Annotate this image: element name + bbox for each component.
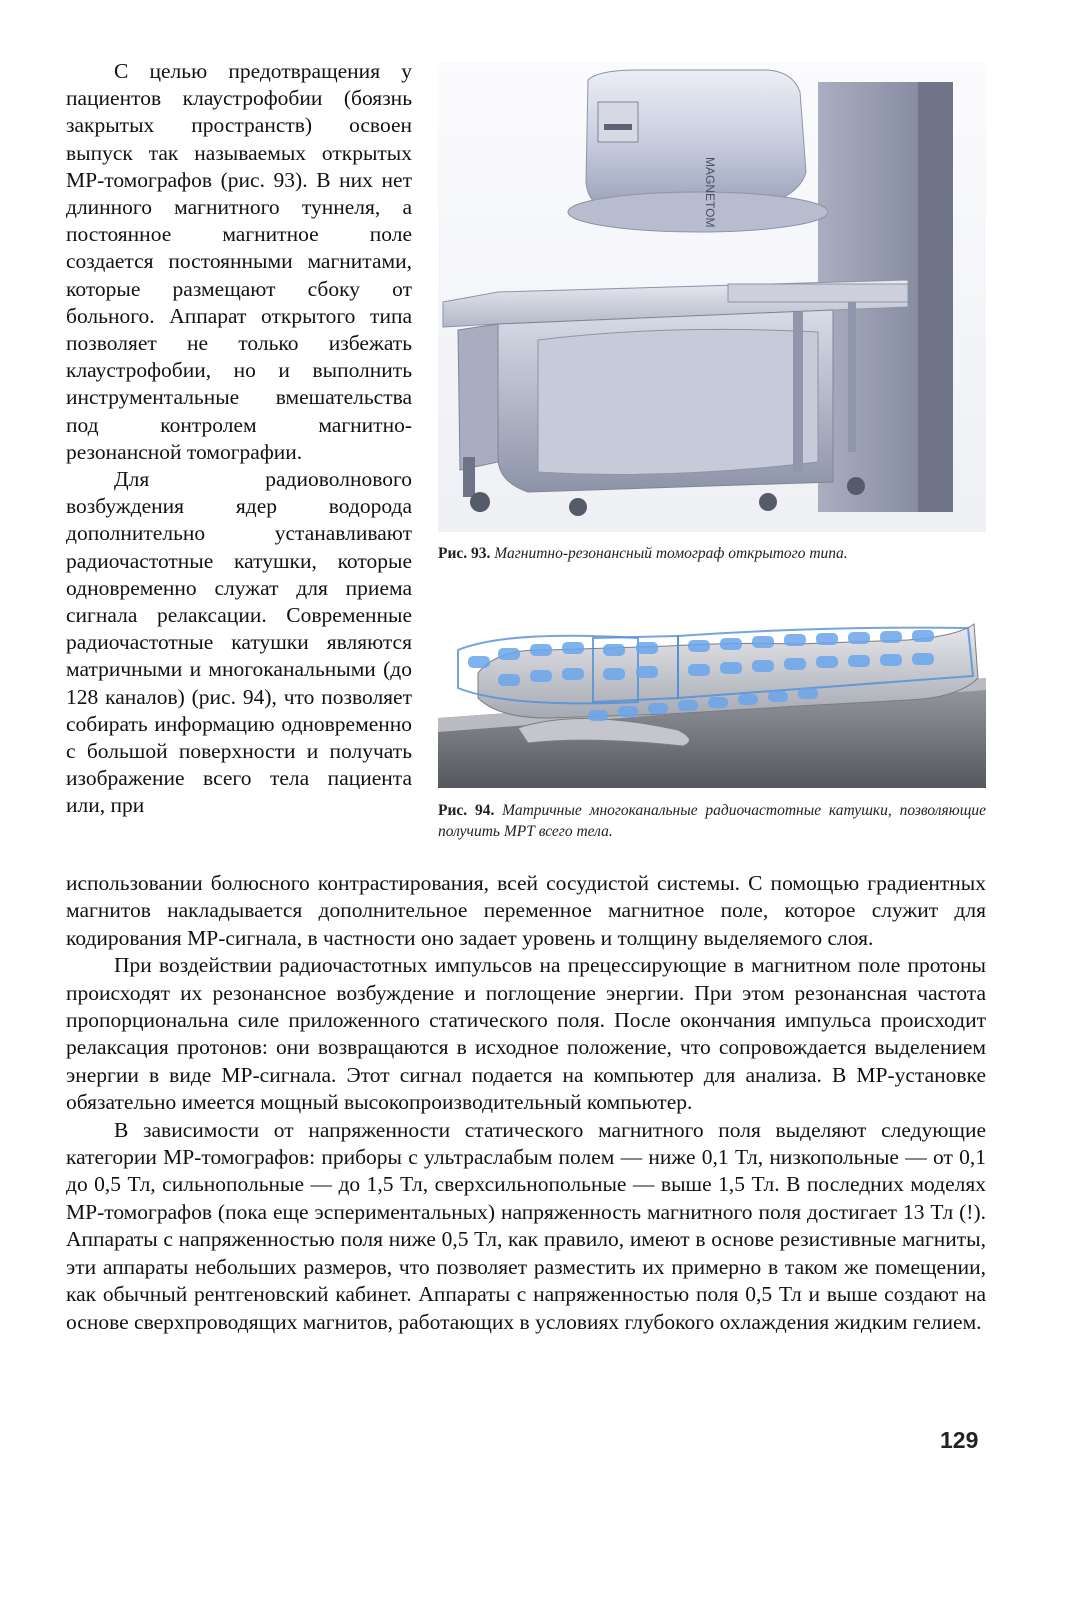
- paragraph: Для радиоволнового возбуждения ядер водорода дополнительно устанавливают радиочастотные катушки, которые одновременно служат для приема сигнала релаксации. Современные радиочастотные катушки являются матричными и многоканальными (до 128 каналов) (рис. 94), что позволяет собирать информацию одновременно с большой поверхности и получать изображение всего тела пациента или, при: [66, 467, 412, 818]
- left-text-column: [66, 58, 412, 820]
- paragraph: При воздействии радиочастотных импульсов на прецессирующие в магнитном поле протоны происходят их резонансное возбуждение и поглощение энергии. При этом резонансная частота пропорциональна силе приложенного статического поля. После окончания импульса происходит релаксация протонов: они возвращаются в исходное положение, что сопровождается выделением энергии в виде МР-сигнала. Этот сигнал подается на компьютер для анализа. В МР-установке обязательно имеется мощный высокопроизводительный компьютер.: [66, 953, 986, 1115]
- page-number: 129: [940, 1427, 979, 1453]
- full-width-text: [66, 870, 986, 1336]
- figure-label: Рис. 94.: [438, 802, 495, 819]
- figure-93-image: [438, 62, 986, 532]
- figure-94-caption: [438, 800, 986, 842]
- figure-93-caption: [438, 543, 986, 564]
- paragraph-continuation: использовании болюсного контрастирования, всей сосудистой системы. С помощью градиентных магнитов накладывается дополнительное переменное магнитное поле, которое служит для кодирования МР-сигнала, в частности оно задает уровень и толщину выделяемого слоя.: [66, 871, 986, 950]
- device-brand-label: MAGNETOM: [703, 157, 717, 228]
- paragraph: С целью предотвращения у пациентов клаустрофобии (боязнь закрытых пространств) освоен выпуск так называемых открытых МР-томографов (рис. 93). В них нет длинного магнитного туннеля, а постоянное магнитное поле создается постоянными магнитами, которые размещают сбоку от больного. Аппарат открытого типа позволяет не только избежать клаустрофобии, но и выполнить инструментальные вмешательства под контролем магнитно-резонансной томографии.: [66, 59, 412, 464]
- figure-94-image: [438, 618, 986, 788]
- figure-caption-text: Магнитно-резонансный томограф открытого типа.: [494, 545, 848, 562]
- figure-caption-text: Матричные многоканальные радиочастотные катушки, позволяющие получить МРТ всего тела.: [438, 802, 987, 840]
- figure-label: Рис. 93.: [438, 545, 491, 562]
- paragraph: В зависимости от напряженности статического магнитного поля выделяют следующие категории МР-томографов: приборы с ультраслабым полем — ниже 0,1 Тл, низкопольные — от 0,1 до 0,5 Тл, сильнопольные — до 1,5 Тл, сверхсильнопольные — выше 1,5 Тл. В последних моделях МР-томографов (пока еще эспериментальных) напряженность магнитного поля достигает 13 Тл (!). Аппараты с напряженностью поля ниже 0,5 Тл, как правило, имеют в основе резистивные магниты, эти аппараты небольших размеров, что позволяет разместить их примерно в таком же помещении, как обычный рентгеновский кабинет. Аппараты с напряженностью поля 0,5 Тл и выше создают на основе сверхпроводящих магнитов, работающих в условиях глубокого охлаждения жидким гелием.: [66, 1117, 986, 1334]
